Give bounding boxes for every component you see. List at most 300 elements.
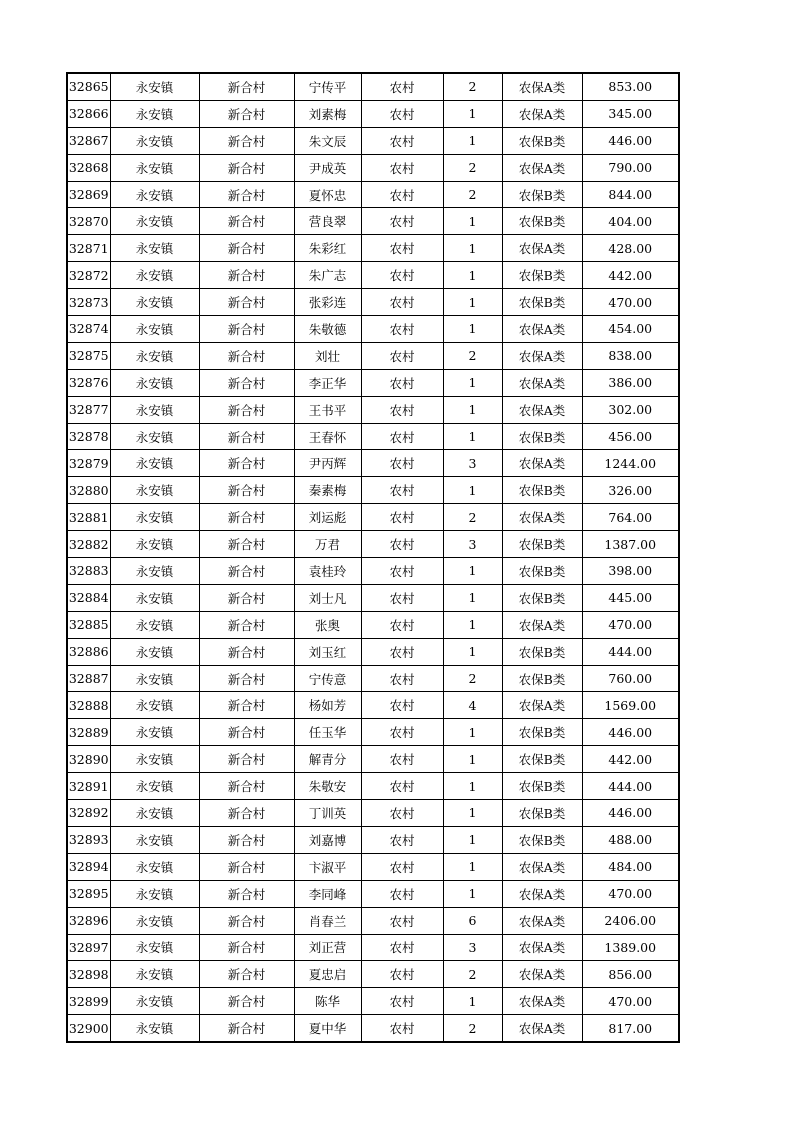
people-count-cell: 2 <box>443 154 502 181</box>
amount-cell: 764.00 <box>582 504 679 531</box>
name-cell: 王书平 <box>294 396 361 423</box>
insurance-category-cell: 农保A类 <box>502 934 582 961</box>
household-type-cell: 农村 <box>361 934 443 961</box>
record-id-cell: 32872 <box>67 262 110 289</box>
people-count-cell: 2 <box>443 1015 502 1042</box>
household-type-cell: 农村 <box>361 719 443 746</box>
village-cell: 新合村 <box>199 719 294 746</box>
village-cell: 新合村 <box>199 342 294 369</box>
table-row <box>67 262 679 289</box>
people-count-cell: 1 <box>443 880 502 907</box>
town-cell: 永安镇 <box>110 611 199 638</box>
household-type-cell: 农村 <box>361 531 443 558</box>
table-row <box>67 692 679 719</box>
household-type-cell: 农村 <box>361 127 443 154</box>
amount-cell: 838.00 <box>582 342 679 369</box>
town-cell: 永安镇 <box>110 988 199 1015</box>
amount-cell: 345.00 <box>582 100 679 127</box>
name-cell: 朱彩红 <box>294 235 361 262</box>
people-count-cell: 1 <box>443 773 502 800</box>
household-type-cell: 农村 <box>361 100 443 127</box>
table-row <box>67 235 679 262</box>
people-count-cell: 1 <box>443 127 502 154</box>
village-cell: 新合村 <box>199 477 294 504</box>
table-row <box>67 826 679 853</box>
table-row <box>67 369 679 396</box>
town-cell: 永安镇 <box>110 880 199 907</box>
amount-cell: 488.00 <box>582 826 679 853</box>
household-type-cell: 农村 <box>361 423 443 450</box>
town-cell: 永安镇 <box>110 154 199 181</box>
town-cell: 永安镇 <box>110 423 199 450</box>
people-count-cell: 1 <box>443 800 502 827</box>
people-count-cell: 1 <box>443 746 502 773</box>
amount-cell: 470.00 <box>582 289 679 316</box>
amount-cell: 1387.00 <box>582 531 679 558</box>
amount-cell: 844.00 <box>582 181 679 208</box>
amount-cell: 454.00 <box>582 316 679 343</box>
record-id-cell: 32888 <box>67 692 110 719</box>
insurance-category-cell: 农保B类 <box>502 746 582 773</box>
amount-cell: 470.00 <box>582 880 679 907</box>
insurance-category-cell: 农保A类 <box>502 235 582 262</box>
record-id-cell: 32900 <box>67 1015 110 1042</box>
town-cell: 永安镇 <box>110 692 199 719</box>
people-count-cell: 1 <box>443 988 502 1015</box>
people-count-cell: 6 <box>443 907 502 934</box>
town-cell: 永安镇 <box>110 127 199 154</box>
name-cell: 刘壮 <box>294 342 361 369</box>
insurance-category-cell: 农保A类 <box>502 611 582 638</box>
town-cell: 永安镇 <box>110 262 199 289</box>
amount-cell: 446.00 <box>582 719 679 746</box>
household-type-cell: 农村 <box>361 558 443 585</box>
amount-cell: 398.00 <box>582 558 679 585</box>
town-cell: 永安镇 <box>110 235 199 262</box>
village-cell: 新合村 <box>199 638 294 665</box>
name-cell: 尹丙辉 <box>294 450 361 477</box>
name-cell: 袁桂玲 <box>294 558 361 585</box>
name-cell: 万君 <box>294 531 361 558</box>
household-type-cell: 农村 <box>361 853 443 880</box>
amount-cell: 444.00 <box>582 638 679 665</box>
table-row <box>67 558 679 585</box>
name-cell: 朱敬安 <box>294 773 361 800</box>
insurance-category-cell: 农保B类 <box>502 826 582 853</box>
town-cell: 永安镇 <box>110 208 199 235</box>
amount-cell: 760.00 <box>582 665 679 692</box>
insurance-category-cell: 农保B类 <box>502 289 582 316</box>
village-cell: 新合村 <box>199 746 294 773</box>
village-cell: 新合村 <box>199 531 294 558</box>
record-id-cell: 32893 <box>67 826 110 853</box>
records-table <box>66 72 680 1043</box>
village-cell: 新合村 <box>199 853 294 880</box>
village-cell: 新合村 <box>199 423 294 450</box>
household-type-cell: 农村 <box>361 961 443 988</box>
town-cell: 永安镇 <box>110 826 199 853</box>
people-count-cell: 3 <box>443 934 502 961</box>
name-cell: 朱敬德 <box>294 316 361 343</box>
table-row <box>67 450 679 477</box>
name-cell: 李同峰 <box>294 880 361 907</box>
record-id-cell: 32873 <box>67 289 110 316</box>
record-id-cell: 32896 <box>67 907 110 934</box>
people-count-cell: 2 <box>443 342 502 369</box>
town-cell: 永安镇 <box>110 450 199 477</box>
amount-cell: 2406.00 <box>582 907 679 934</box>
table-row <box>67 477 679 504</box>
name-cell: 任玉华 <box>294 719 361 746</box>
table-row <box>67 531 679 558</box>
town-cell: 永安镇 <box>110 369 199 396</box>
village-cell: 新合村 <box>199 611 294 638</box>
name-cell: 刘正营 <box>294 934 361 961</box>
household-type-cell: 农村 <box>361 773 443 800</box>
name-cell: 夏中华 <box>294 1015 361 1042</box>
people-count-cell: 1 <box>443 289 502 316</box>
town-cell: 永安镇 <box>110 665 199 692</box>
insurance-category-cell: 农保B类 <box>502 127 582 154</box>
name-cell: 夏忠启 <box>294 961 361 988</box>
village-cell: 新合村 <box>199 73 294 100</box>
household-type-cell: 农村 <box>361 504 443 531</box>
record-id-cell: 32890 <box>67 746 110 773</box>
insurance-category-cell: 农保B类 <box>502 262 582 289</box>
table-row <box>67 988 679 1015</box>
name-cell: 刘士凡 <box>294 584 361 611</box>
table-row <box>67 73 679 100</box>
record-id-cell: 32899 <box>67 988 110 1015</box>
table-row <box>67 800 679 827</box>
table-row <box>67 719 679 746</box>
town-cell: 永安镇 <box>110 396 199 423</box>
name-cell: 肖春兰 <box>294 907 361 934</box>
name-cell: 秦素梅 <box>294 477 361 504</box>
town-cell: 永安镇 <box>110 1015 199 1042</box>
amount-cell: 856.00 <box>582 961 679 988</box>
town-cell: 永安镇 <box>110 73 199 100</box>
household-type-cell: 农村 <box>361 988 443 1015</box>
town-cell: 永安镇 <box>110 181 199 208</box>
table-row <box>67 961 679 988</box>
village-cell: 新合村 <box>199 289 294 316</box>
household-type-cell: 农村 <box>361 316 443 343</box>
household-type-cell: 农村 <box>361 235 443 262</box>
amount-cell: 817.00 <box>582 1015 679 1042</box>
insurance-category-cell: 农保A类 <box>502 961 582 988</box>
people-count-cell: 1 <box>443 316 502 343</box>
household-type-cell: 农村 <box>361 584 443 611</box>
amount-cell: 456.00 <box>582 423 679 450</box>
household-type-cell: 农村 <box>361 800 443 827</box>
record-id-cell: 32897 <box>67 934 110 961</box>
people-count-cell: 1 <box>443 369 502 396</box>
name-cell: 尹成英 <box>294 154 361 181</box>
household-type-cell: 农村 <box>361 181 443 208</box>
table-row <box>67 934 679 961</box>
insurance-category-cell: 农保B类 <box>502 665 582 692</box>
insurance-category-cell: 农保A类 <box>502 450 582 477</box>
insurance-category-cell: 农保A类 <box>502 692 582 719</box>
household-type-cell: 农村 <box>361 638 443 665</box>
town-cell: 永安镇 <box>110 934 199 961</box>
household-type-cell: 农村 <box>361 342 443 369</box>
name-cell: 宁传意 <box>294 665 361 692</box>
village-cell: 新合村 <box>199 127 294 154</box>
insurance-category-cell: 农保B类 <box>502 208 582 235</box>
record-id-cell: 32889 <box>67 719 110 746</box>
insurance-category-cell: 农保B类 <box>502 531 582 558</box>
name-cell: 卞淑平 <box>294 853 361 880</box>
insurance-category-cell: 农保A类 <box>502 100 582 127</box>
village-cell: 新合村 <box>199 1015 294 1042</box>
household-type-cell: 农村 <box>361 396 443 423</box>
town-cell: 永安镇 <box>110 584 199 611</box>
people-count-cell: 3 <box>443 531 502 558</box>
amount-cell: 1569.00 <box>582 692 679 719</box>
household-type-cell: 农村 <box>361 907 443 934</box>
record-id-cell: 32870 <box>67 208 110 235</box>
amount-cell: 1244.00 <box>582 450 679 477</box>
town-cell: 永安镇 <box>110 316 199 343</box>
village-cell: 新合村 <box>199 961 294 988</box>
name-cell: 刘玉红 <box>294 638 361 665</box>
table-row <box>67 665 679 692</box>
household-type-cell: 农村 <box>361 692 443 719</box>
amount-cell: 302.00 <box>582 396 679 423</box>
table-row <box>67 746 679 773</box>
record-id-cell: 32882 <box>67 531 110 558</box>
people-count-cell: 1 <box>443 611 502 638</box>
insurance-category-cell: 农保B类 <box>502 423 582 450</box>
household-type-cell: 农村 <box>361 880 443 907</box>
town-cell: 永安镇 <box>110 638 199 665</box>
household-type-cell: 农村 <box>361 154 443 181</box>
insurance-category-cell: 农保B类 <box>502 584 582 611</box>
village-cell: 新合村 <box>199 235 294 262</box>
insurance-category-cell: 农保A类 <box>502 342 582 369</box>
village-cell: 新合村 <box>199 665 294 692</box>
records-table-body <box>67 73 679 1042</box>
table-row <box>67 1015 679 1042</box>
insurance-category-cell: 农保B类 <box>502 558 582 585</box>
name-cell: 刘嘉博 <box>294 826 361 853</box>
table-row <box>67 504 679 531</box>
people-count-cell: 1 <box>443 262 502 289</box>
record-id-cell: 32895 <box>67 880 110 907</box>
name-cell: 宁传平 <box>294 73 361 100</box>
people-count-cell: 2 <box>443 504 502 531</box>
village-cell: 新合村 <box>199 826 294 853</box>
amount-cell: 442.00 <box>582 262 679 289</box>
village-cell: 新合村 <box>199 316 294 343</box>
table-row <box>67 584 679 611</box>
town-cell: 永安镇 <box>110 504 199 531</box>
insurance-category-cell: 农保A类 <box>502 73 582 100</box>
record-id-cell: 32865 <box>67 73 110 100</box>
record-id-cell: 32871 <box>67 235 110 262</box>
name-cell: 朱广志 <box>294 262 361 289</box>
insurance-category-cell: 农保B类 <box>502 477 582 504</box>
table-row <box>67 208 679 235</box>
table-row <box>67 181 679 208</box>
village-cell: 新合村 <box>199 181 294 208</box>
people-count-cell: 2 <box>443 73 502 100</box>
people-count-cell: 2 <box>443 961 502 988</box>
name-cell: 张彩连 <box>294 289 361 316</box>
insurance-category-cell: 农保A类 <box>502 880 582 907</box>
name-cell: 张奥 <box>294 611 361 638</box>
household-type-cell: 农村 <box>361 73 443 100</box>
insurance-category-cell: 农保A类 <box>502 907 582 934</box>
name-cell: 丁训英 <box>294 800 361 827</box>
people-count-cell: 1 <box>443 208 502 235</box>
household-type-cell: 农村 <box>361 369 443 396</box>
record-id-cell: 32869 <box>67 181 110 208</box>
name-cell: 杨如芳 <box>294 692 361 719</box>
amount-cell: 428.00 <box>582 235 679 262</box>
record-id-cell: 32892 <box>67 800 110 827</box>
name-cell: 陈华 <box>294 988 361 1015</box>
record-id-cell: 32876 <box>67 369 110 396</box>
table-row <box>67 773 679 800</box>
village-cell: 新合村 <box>199 450 294 477</box>
people-count-cell: 1 <box>443 477 502 504</box>
insurance-category-cell: 农保B类 <box>502 181 582 208</box>
village-cell: 新合村 <box>199 504 294 531</box>
people-count-cell: 1 <box>443 719 502 746</box>
name-cell: 解青分 <box>294 746 361 773</box>
people-count-cell: 1 <box>443 423 502 450</box>
village-cell: 新合村 <box>199 692 294 719</box>
record-id-cell: 32867 <box>67 127 110 154</box>
insurance-category-cell: 农保B类 <box>502 719 582 746</box>
people-count-cell: 1 <box>443 853 502 880</box>
record-id-cell: 32874 <box>67 316 110 343</box>
town-cell: 永安镇 <box>110 800 199 827</box>
table-row <box>67 423 679 450</box>
record-id-cell: 32866 <box>67 100 110 127</box>
insurance-category-cell: 农保A类 <box>502 988 582 1015</box>
village-cell: 新合村 <box>199 800 294 827</box>
people-count-cell: 1 <box>443 638 502 665</box>
people-count-cell: 4 <box>443 692 502 719</box>
household-type-cell: 农村 <box>361 208 443 235</box>
town-cell: 永安镇 <box>110 853 199 880</box>
record-id-cell: 32877 <box>67 396 110 423</box>
village-cell: 新合村 <box>199 262 294 289</box>
record-id-cell: 32868 <box>67 154 110 181</box>
household-type-cell: 农村 <box>361 450 443 477</box>
record-id-cell: 32879 <box>67 450 110 477</box>
amount-cell: 442.00 <box>582 746 679 773</box>
table-row <box>67 611 679 638</box>
people-count-cell: 1 <box>443 235 502 262</box>
record-id-cell: 32886 <box>67 638 110 665</box>
record-id-cell: 32884 <box>67 584 110 611</box>
people-count-cell: 1 <box>443 558 502 585</box>
amount-cell: 386.00 <box>582 369 679 396</box>
amount-cell: 853.00 <box>582 73 679 100</box>
insurance-category-cell: 农保A类 <box>502 396 582 423</box>
amount-cell: 446.00 <box>582 127 679 154</box>
table-row <box>67 853 679 880</box>
record-id-cell: 32875 <box>67 342 110 369</box>
town-cell: 永安镇 <box>110 342 199 369</box>
record-id-cell: 32881 <box>67 504 110 531</box>
village-cell: 新合村 <box>199 154 294 181</box>
household-type-cell: 农村 <box>361 665 443 692</box>
household-type-cell: 农村 <box>361 826 443 853</box>
table-row <box>67 127 679 154</box>
household-type-cell: 农村 <box>361 262 443 289</box>
amount-cell: 445.00 <box>582 584 679 611</box>
village-cell: 新合村 <box>199 934 294 961</box>
name-cell: 李正华 <box>294 369 361 396</box>
household-type-cell: 农村 <box>361 1015 443 1042</box>
people-count-cell: 1 <box>443 396 502 423</box>
amount-cell: 790.00 <box>582 154 679 181</box>
name-cell: 刘运彪 <box>294 504 361 531</box>
table-row <box>67 907 679 934</box>
town-cell: 永安镇 <box>110 773 199 800</box>
town-cell: 永安镇 <box>110 477 199 504</box>
village-cell: 新合村 <box>199 396 294 423</box>
town-cell: 永安镇 <box>110 558 199 585</box>
village-cell: 新合村 <box>199 208 294 235</box>
name-cell: 营良翠 <box>294 208 361 235</box>
amount-cell: 446.00 <box>582 800 679 827</box>
record-id-cell: 32880 <box>67 477 110 504</box>
table-row <box>67 289 679 316</box>
insurance-category-cell: 农保B类 <box>502 773 582 800</box>
village-cell: 新合村 <box>199 773 294 800</box>
insurance-category-cell: 农保A类 <box>502 316 582 343</box>
people-count-cell: 3 <box>443 450 502 477</box>
table-row <box>67 342 679 369</box>
table-row <box>67 154 679 181</box>
record-id-cell: 32887 <box>67 665 110 692</box>
town-cell: 永安镇 <box>110 289 199 316</box>
name-cell: 夏怀忠 <box>294 181 361 208</box>
record-id-cell: 32894 <box>67 853 110 880</box>
town-cell: 永安镇 <box>110 719 199 746</box>
village-cell: 新合村 <box>199 907 294 934</box>
record-id-cell: 32878 <box>67 423 110 450</box>
village-cell: 新合村 <box>199 100 294 127</box>
town-cell: 永安镇 <box>110 907 199 934</box>
village-cell: 新合村 <box>199 880 294 907</box>
name-cell: 朱文辰 <box>294 127 361 154</box>
insurance-category-cell: 农保A类 <box>502 369 582 396</box>
name-cell: 刘素梅 <box>294 100 361 127</box>
amount-cell: 326.00 <box>582 477 679 504</box>
people-count-cell: 2 <box>443 181 502 208</box>
town-cell: 永安镇 <box>110 961 199 988</box>
insurance-category-cell: 农保B类 <box>502 800 582 827</box>
amount-cell: 404.00 <box>582 208 679 235</box>
village-cell: 新合村 <box>199 584 294 611</box>
household-type-cell: 农村 <box>361 289 443 316</box>
insurance-category-cell: 农保A类 <box>502 154 582 181</box>
record-id-cell: 32891 <box>67 773 110 800</box>
village-cell: 新合村 <box>199 988 294 1015</box>
people-count-cell: 1 <box>443 100 502 127</box>
insurance-category-cell: 农保A类 <box>502 504 582 531</box>
amount-cell: 444.00 <box>582 773 679 800</box>
table-row <box>67 316 679 343</box>
